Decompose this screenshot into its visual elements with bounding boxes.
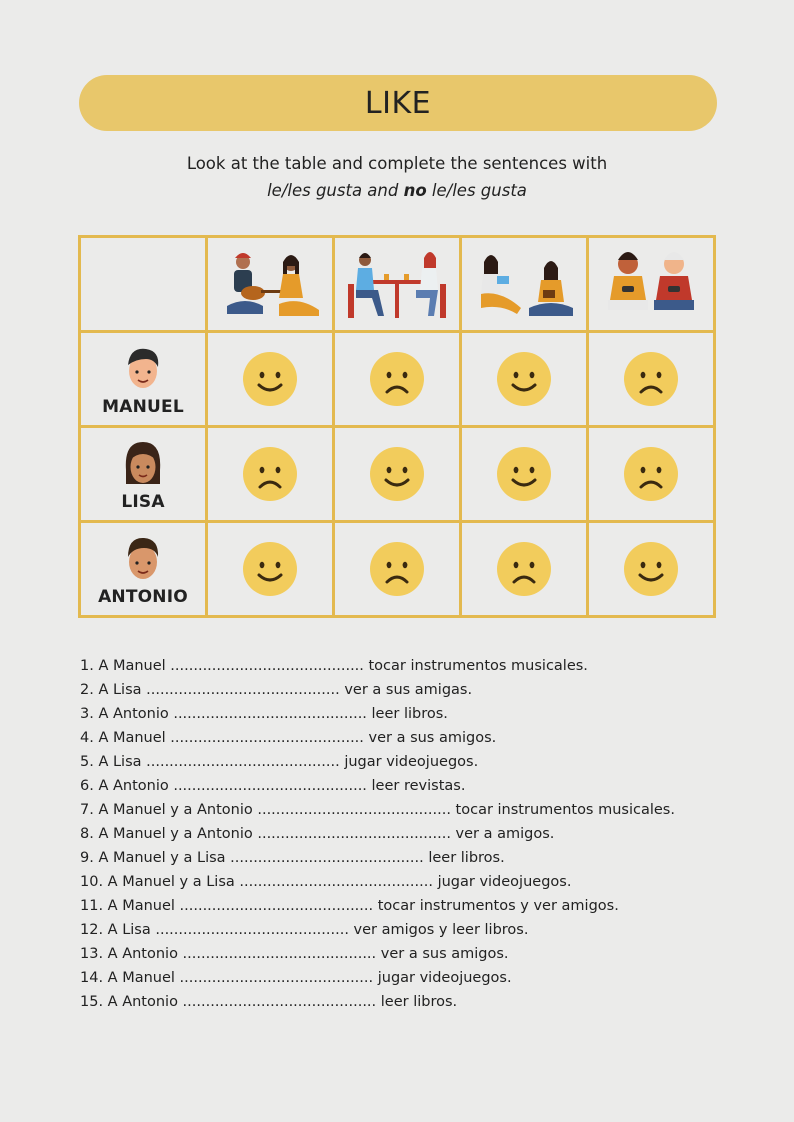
sad-face-icon <box>369 541 425 597</box>
happy-face-icon <box>623 541 679 597</box>
likes-table <box>78 235 716 618</box>
sad-face-icon <box>496 541 552 597</box>
exercise-sentence-2: 2. A Lisa .......................................... ver a sus amigas. <box>80 682 473 698</box>
activity-cell-cafe <box>334 237 461 332</box>
exercise-sentence-4: 4. A Manuel .......................................... ver a sus amigos. <box>80 730 497 746</box>
table-header-row <box>80 237 715 332</box>
exercise-sentence-3: 3. A Antonio .......................................... leer libros. <box>80 706 448 722</box>
exercise-sentence-9: 9. A Manuel y a Lisa .......................................... leer libros. <box>80 850 505 866</box>
playing-guitar-illustration <box>213 246 327 322</box>
exercise-sentence-12: 12. A Lisa .......................................... ver amigos y leer libros. <box>80 922 529 938</box>
activity-cell-reading <box>461 237 588 332</box>
exercise-sentence-13: 13. A Antonio .......................................... ver a sus amigos. <box>80 946 509 962</box>
table-row-1 <box>80 427 715 522</box>
activity-cell-videogames <box>588 237 715 332</box>
table-row-0 <box>80 332 715 427</box>
exercise-sentence-7: 7. A Manuel y a Antonio .......................................... tocar instrumentos musicales. <box>80 802 675 818</box>
exercise-sentence-10: 10. A Manuel y a Lisa .......................................... jugar videojuegos. <box>80 874 572 890</box>
person-cell-1 <box>80 427 207 522</box>
playing-videogames-illustration <box>594 246 708 322</box>
instructions-line-2-bold: no <box>403 181 427 200</box>
instructions-line-2-part-1: le/les gusta and <box>267 181 404 200</box>
sad-face-icon <box>242 446 298 502</box>
friends-at-cafe-illustration <box>340 246 454 322</box>
mood-cell-1-0 <box>207 427 334 522</box>
instructions-line-2 <box>0 177 794 204</box>
lisa-face-icon <box>123 440 163 490</box>
person-name-2: ANTONIO <box>98 587 188 607</box>
title-banner <box>79 75 717 131</box>
activity-cell-guitar <box>207 237 334 332</box>
person-name-1: LISA <box>121 492 165 512</box>
person-name-0: MANUEL <box>102 397 184 417</box>
person-cell-2 <box>80 522 207 617</box>
mood-cell-1-3 <box>588 427 715 522</box>
mood-cell-2-3 <box>588 522 715 617</box>
page-title: LIKE <box>364 85 432 121</box>
mood-cell-1-1 <box>334 427 461 522</box>
mood-cell-0-2 <box>461 332 588 427</box>
instructions-line-1: Look at the table and complete the sentences with <box>186 154 608 173</box>
happy-face-icon <box>496 446 552 502</box>
table-corner-cell <box>80 237 207 332</box>
mood-cell-0-1 <box>334 332 461 427</box>
mood-cell-1-2 <box>461 427 588 522</box>
mood-cell-2-0 <box>207 522 334 617</box>
sad-face-icon <box>623 351 679 407</box>
exercise-sentence-1: 1. A Manuel .......................................... tocar instrumentos musicales. <box>80 658 588 674</box>
exercise-sentence-11: 11. A Manuel .......................................... tocar instrumentos y ver amigos. <box>80 898 619 914</box>
exercise-sentence-6: 6. A Antonio .......................................... leer revistas. <box>80 778 466 794</box>
reading-books-illustration <box>467 246 581 322</box>
mood-cell-0-0 <box>207 332 334 427</box>
table-row-2 <box>80 522 715 617</box>
exercise-sentence-8: 8. A Manuel y a Antonio .......................................... ver a amigos. <box>80 826 555 842</box>
instructions-line-2-part-2: le/les gusta <box>426 181 527 200</box>
exercise-sentence-5: 5. A Lisa .......................................... jugar videojuegos. <box>80 754 479 770</box>
exercise-sentence-15: 15. A Antonio .......................................... leer libros. <box>80 994 458 1010</box>
happy-face-icon <box>242 351 298 407</box>
mood-cell-0-3 <box>588 332 715 427</box>
sad-face-icon <box>623 446 679 502</box>
happy-face-icon <box>369 446 425 502</box>
happy-face-icon <box>496 351 552 407</box>
mood-cell-2-1 <box>334 522 461 617</box>
mood-cell-2-2 <box>461 522 588 617</box>
antonio-face-icon <box>123 535 163 585</box>
instructions <box>0 150 794 204</box>
manuel-face-icon <box>123 345 163 395</box>
sad-face-icon <box>369 351 425 407</box>
person-cell-0 <box>80 332 207 427</box>
exercise-list <box>80 654 675 1014</box>
exercise-sentence-14: 14. A Manuel .......................................... jugar videojuegos. <box>80 970 512 986</box>
happy-face-icon <box>242 541 298 597</box>
